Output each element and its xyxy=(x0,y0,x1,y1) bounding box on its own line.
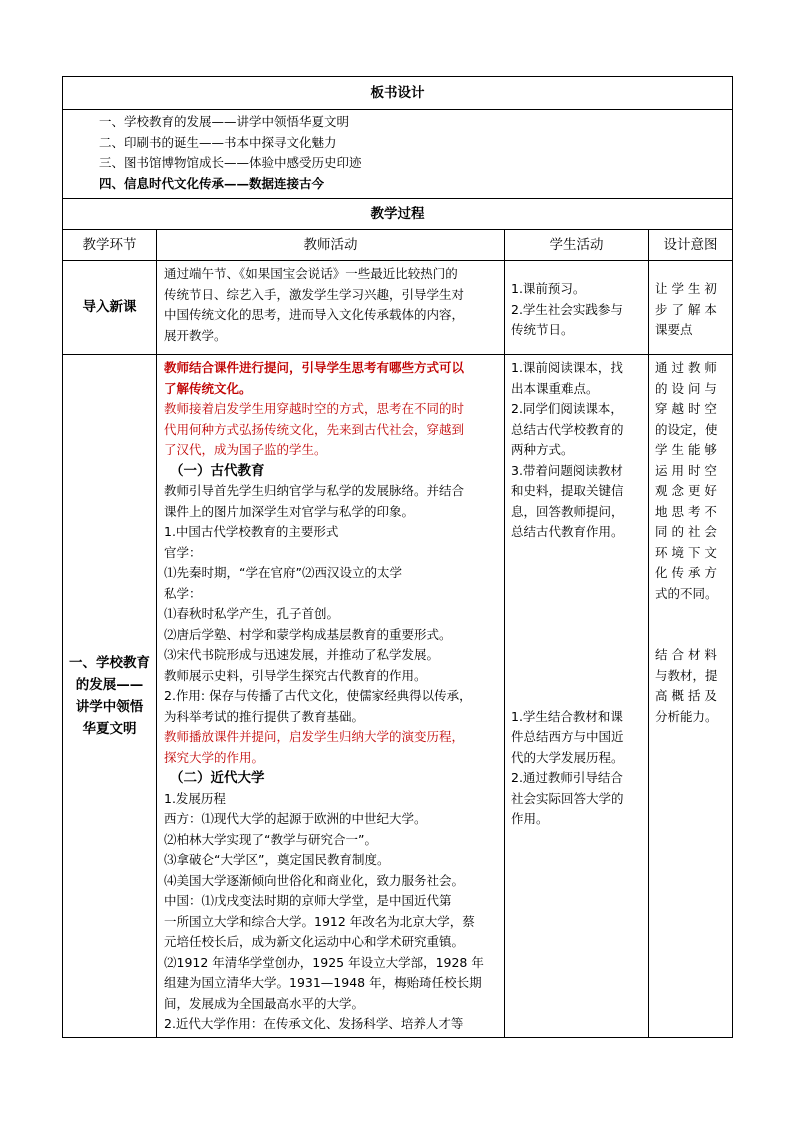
intent-line: 观 念 更 好 xyxy=(655,483,717,498)
teacher-text-line: ⑵唐后学塾、村学和蒙学构成基层教育的重要形式。 xyxy=(164,626,452,642)
intro-intent-line: 步 了 解 本 xyxy=(655,301,717,317)
student-line: 代的大学发展历程。 xyxy=(511,749,624,765)
student-line: 总结古代学校教育的 xyxy=(511,421,624,437)
intro-student-line: 1.课前预习。 xyxy=(511,281,586,296)
intro-stage: 导入新课 xyxy=(63,261,157,355)
teacher-text-line: ⑶宋代书院形成与迅速发展，并推动了私学发展。 xyxy=(164,647,440,662)
section1-stage-line: 的发展—— xyxy=(75,676,144,693)
intent-line: 化 传 承 方 xyxy=(655,565,717,580)
teacher-prompt-line: 了汉代，成为国子监的学生。 xyxy=(164,442,327,457)
board-line-2: 二、印刷书的诞生——书本中探寻文化魅力 xyxy=(99,134,337,150)
header-stage: 教学环节 xyxy=(63,230,157,261)
section1-student-activity xyxy=(505,355,649,1038)
header-student: 学生活动 xyxy=(505,230,649,261)
column-header-row xyxy=(63,230,733,261)
teacher-prompt-line: 教师播放课件并提问，启发学生归纳大学的演变历程， xyxy=(164,729,465,744)
teacher-text-line: 间，发展成为全国最高水平的大学。 xyxy=(164,995,365,1011)
student-line: 1.学生结合教材和课 xyxy=(511,708,623,724)
intent-line: 的 设 问 与 xyxy=(655,380,717,396)
section1-stage-line: 一、学校教育 xyxy=(69,654,150,671)
student-line: 和史料，提取关键信 xyxy=(511,483,624,498)
subsection-heading-modern: （二）近代大学 xyxy=(170,770,265,786)
intro-teacher-line: 展开教学。 xyxy=(164,327,227,343)
student-line: 出本课重难点。 xyxy=(511,380,599,396)
student-line: 2.通过教师引导结合 xyxy=(511,770,623,785)
teacher-text-line: ⑴先秦时期，“学在官府”⑵西汉设立的太学 xyxy=(164,565,402,580)
teacher-text-line: 1.中国古代学校教育的主要形式 xyxy=(164,524,339,539)
section1-teacher-activity xyxy=(157,355,505,1038)
section1-design-intent xyxy=(649,355,733,1038)
intent-line: 学 生 能 够 xyxy=(655,442,717,457)
process-title: 教学过程 xyxy=(63,199,733,230)
intent-line: 结 合 材 料 xyxy=(655,647,717,662)
intent-line: 环 境 下 文 xyxy=(655,544,717,560)
process-title-row xyxy=(63,199,733,230)
teacher-text-line: 中国：⑴戊戌变法时期的京师大学堂，是中国近代第 xyxy=(164,893,452,908)
student-line: 2.同学们阅读课本， xyxy=(511,401,623,416)
teacher-prompt-line: 教师接着启发学生用穿越时空的方式，思考在不同的时 xyxy=(164,401,465,416)
intro-intent-line: 课要点 xyxy=(655,322,693,337)
section1-row xyxy=(63,355,733,1038)
intent-line: 运 用 时 空 xyxy=(655,462,717,478)
section1-stage xyxy=(63,355,157,1038)
board-design-title-row xyxy=(63,77,733,110)
student-line: 总结古代教育作用。 xyxy=(511,524,624,539)
intent-line: 地 思 考 不 xyxy=(655,503,717,519)
intro-teacher-line: 传统节日、综艺入手，激发学生学习兴趣，引导学生对 xyxy=(164,286,465,302)
intent-line: 穿 越 时 空 xyxy=(655,401,717,416)
student-line: 件总结西方与中国近 xyxy=(511,729,624,744)
teacher-text-line: ⑵1912 年清华学堂创办，1925 年设立大学部，1928 年 xyxy=(164,954,484,970)
intent-line: 分析能力。 xyxy=(655,708,718,724)
intent-line: 与教材，提 xyxy=(655,667,718,683)
teacher-text-line: 课件上的图片加深学生对官学与私学的印象。 xyxy=(164,503,415,519)
intent-line: 通 过 教 师 xyxy=(655,360,717,375)
teacher-text-line: ⑴春秋时私学产生，孔子首创。 xyxy=(164,606,340,621)
student-line: 社会实际回答大学的 xyxy=(511,790,624,806)
teacher-text-line: 官学： xyxy=(164,544,202,560)
teacher-text-line: 元培任校长后，成为新文化运动中心和学术研究重镇。 xyxy=(164,934,465,949)
teacher-text-line: 教师展示史料，引导学生探究古代教育的作用。 xyxy=(164,667,427,683)
board-line-1: 一、学校教育的发展——讲学中领悟华夏文明 xyxy=(99,114,350,129)
intro-teacher-activity xyxy=(157,261,505,355)
board-design-content xyxy=(63,110,733,199)
student-line: 1.课前阅读课本，找 xyxy=(511,360,623,375)
student-line: 息，回答教师提问， xyxy=(511,503,624,519)
board-design-title: 板书设计 xyxy=(63,77,733,110)
subsection-heading-ancient: （一）古代教育 xyxy=(170,462,265,479)
teacher-text-line: 私学： xyxy=(164,585,202,601)
teacher-text-line: 教师引导首先学生归纳官学与私学的发展脉络。并结合 xyxy=(164,483,465,498)
teacher-text-line: ⑶拿破仑“大学区”，奠定国民教育制度。 xyxy=(164,852,390,867)
intent-line: 高 概 括 及 xyxy=(655,688,717,703)
teacher-text-line: 一所国立大学和综合大学。1912 年改名为北京大学，蔡 xyxy=(164,913,475,929)
header-intent: 设计意图 xyxy=(649,230,733,261)
student-line: 两种方式。 xyxy=(511,442,574,457)
teacher-text-line: 组建为国立清华大学。1931—1948 年，梅贻琦任校长期 xyxy=(164,975,482,990)
intro-student-line: 2.学生社会实践参与 xyxy=(511,301,623,317)
teacher-text-line: ⑵柏林大学实现了“教学与研究合一”。 xyxy=(164,831,377,847)
intro-teacher-line: 中国传统文化的思考，进而导入文化传承载体的内容， xyxy=(164,307,465,322)
teacher-prompt-line: 探究大学的作用。 xyxy=(164,749,265,765)
teacher-prompt-line: 了解传统文化。 xyxy=(164,380,252,396)
intro-student-line: 传统节日。 xyxy=(511,322,574,337)
teacher-prompt-line: 代用何种方式弘扬传统文化，先来到古代社会，穿越到 xyxy=(164,421,465,437)
intent-line: 同 的 社 会 xyxy=(655,524,717,539)
teacher-text-line: 西方：⑴现代大学的起源于欧洲的中世纪大学。 xyxy=(164,811,427,826)
student-line: 3.带着问题阅读教材 xyxy=(511,462,623,478)
intent-line: 的设定，使 xyxy=(655,421,718,437)
board-line-3: 三、图书馆博物馆成长——体验中感受历史印迹 xyxy=(99,155,362,170)
teacher-text-line: 1.发展历程 xyxy=(164,790,226,806)
section1-stage-line: 华夏文明 xyxy=(82,720,137,737)
header-teacher: 教师活动 xyxy=(157,230,505,261)
student-line: 作用。 xyxy=(511,811,549,826)
teacher-text-line: ⑷美国大学逐渐倾向世俗化和商业化，致力服务社会。 xyxy=(164,872,465,888)
teacher-text-line: 2.近代大学作用：在传承文化、发扬科学、培养人才等 xyxy=(164,1016,464,1031)
teacher-prompt-line: 教师结合课件进行提问，引导学生思考有哪些方式可以 xyxy=(164,360,465,375)
lesson-plan-table xyxy=(62,76,733,1038)
intro-intent-line: 让 学 生 初 xyxy=(655,281,717,296)
board-line-4: 四、信息时代文化传承——数据连接古今 xyxy=(99,175,325,191)
section1-stage-line: 讲学中领悟 xyxy=(75,698,144,715)
intro-teacher-line: 通过端午节、《如果国宝会说话》一些最近比较热门的 xyxy=(164,266,458,281)
board-design-content-row xyxy=(63,110,733,199)
teacher-text-line: 为科举考试的推行提供了教育基础。 xyxy=(164,708,365,724)
intent-line: 式的不同。 xyxy=(655,585,718,601)
teacher-text-line: 2.作用: 保存与传播了古代文化，使儒家经典得以传承， xyxy=(164,688,472,703)
intro-student-activity xyxy=(505,261,649,355)
intro-design-intent xyxy=(649,261,733,355)
intro-row xyxy=(63,261,733,355)
